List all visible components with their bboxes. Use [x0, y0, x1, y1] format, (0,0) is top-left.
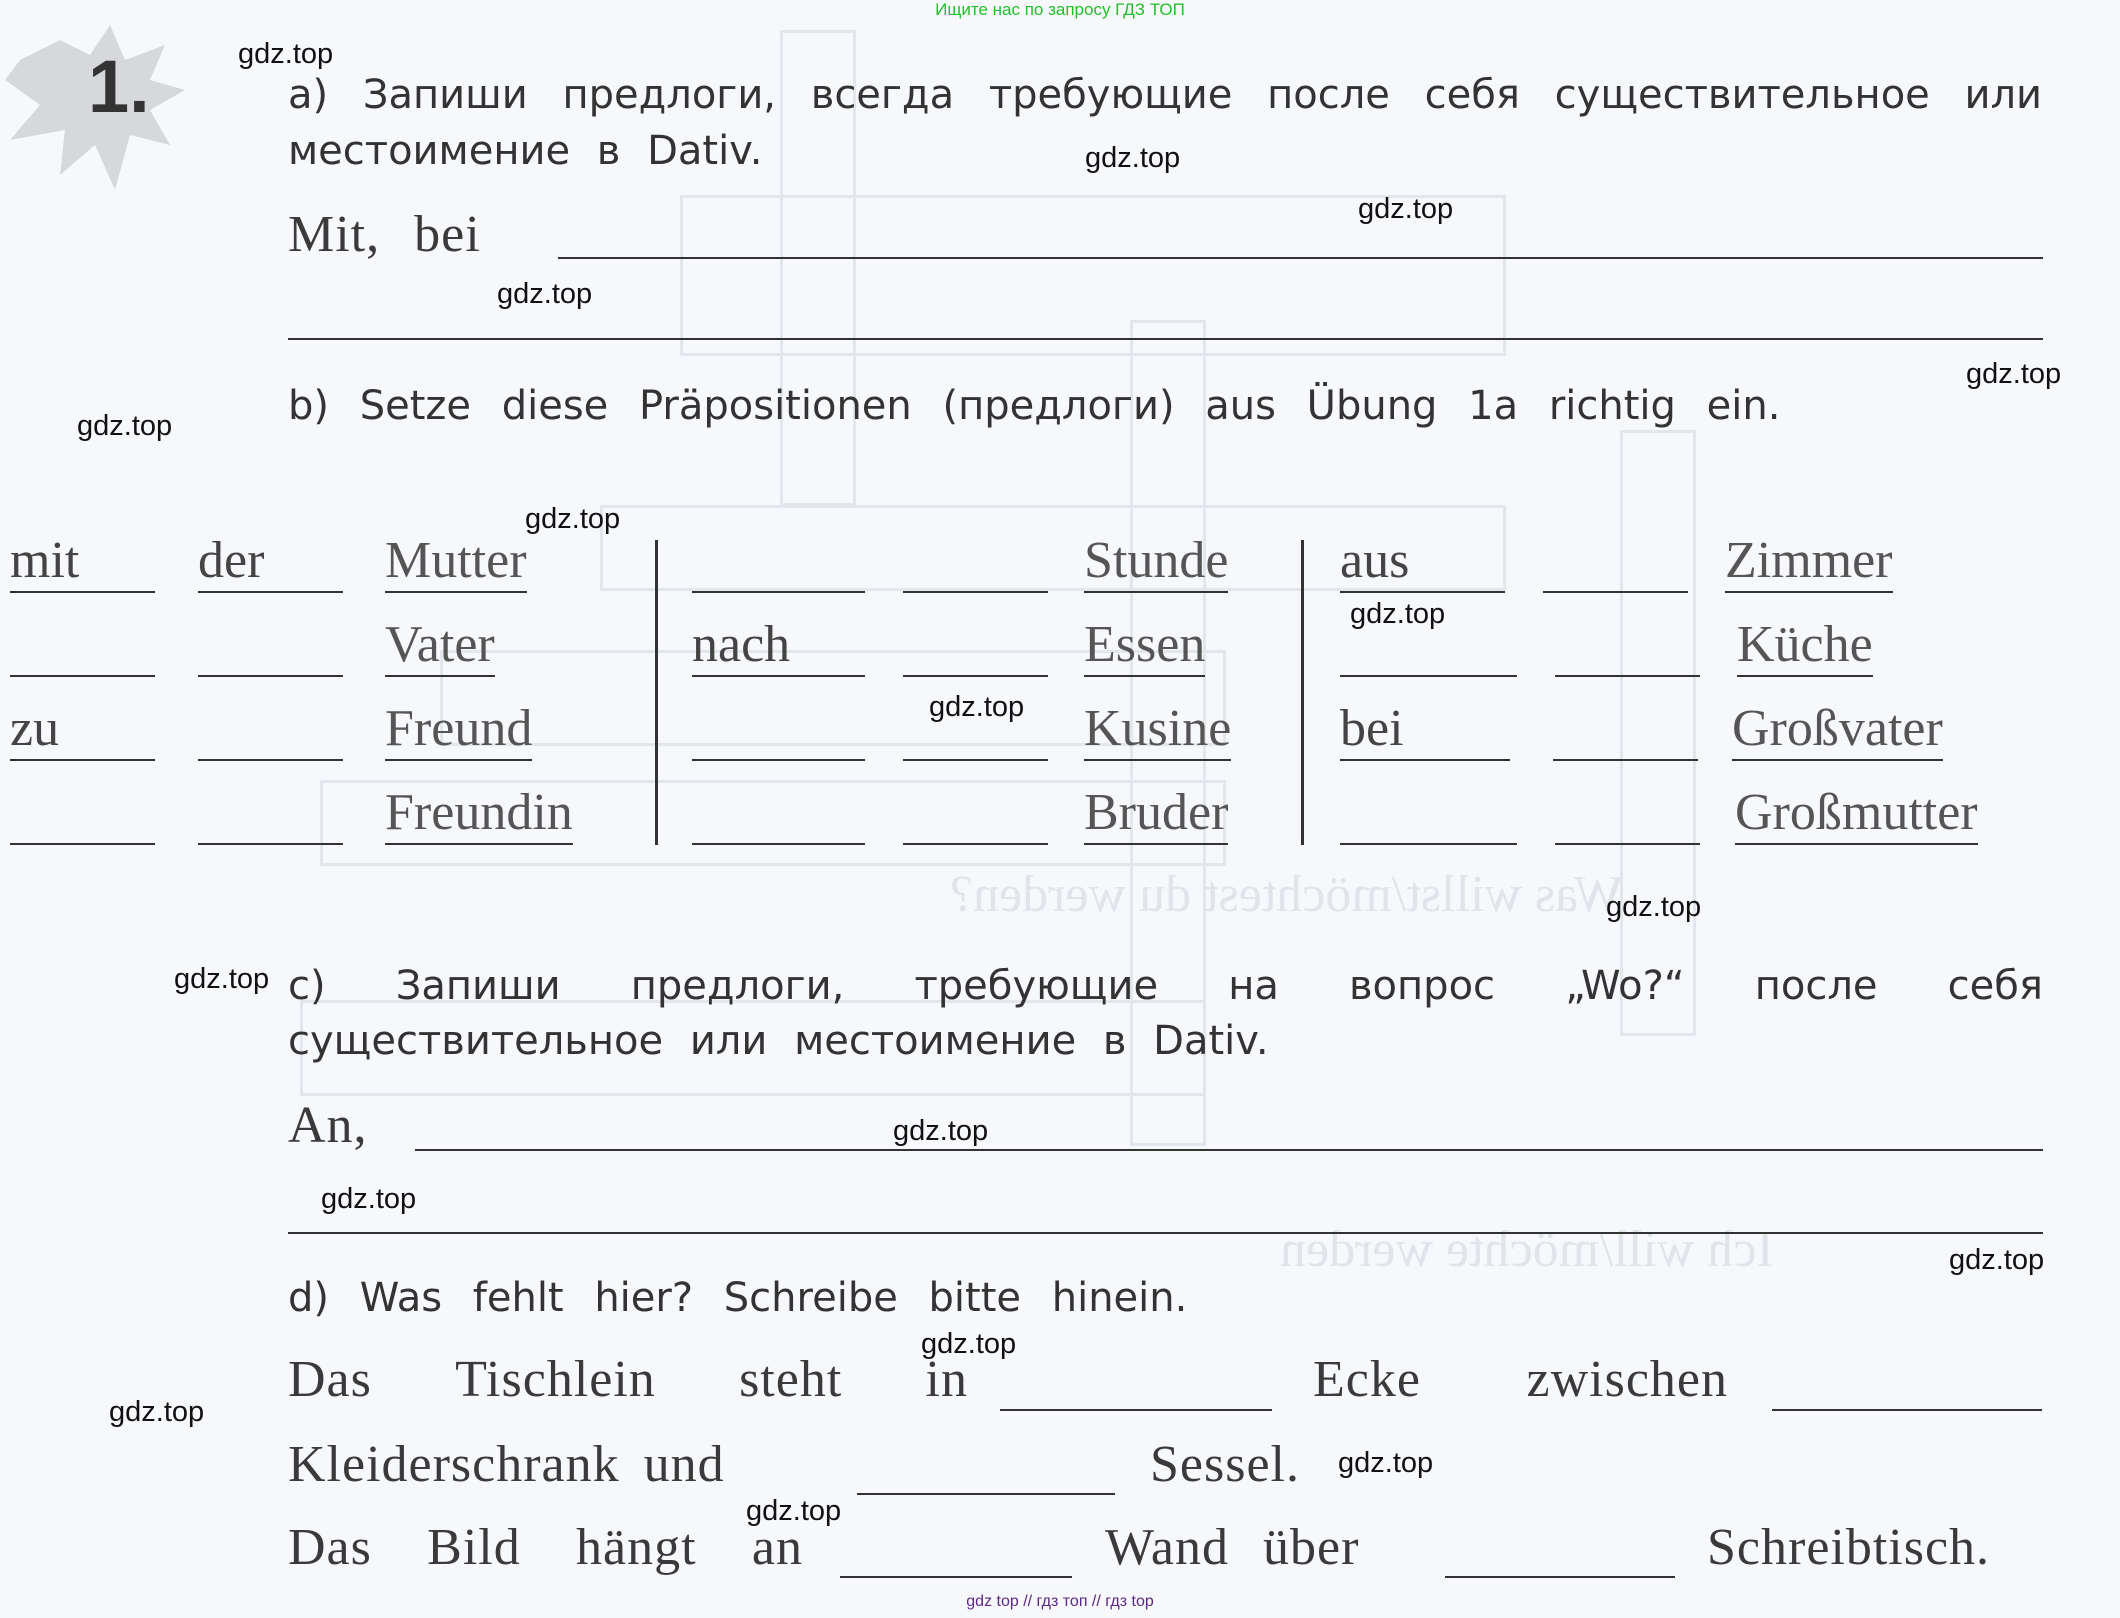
col2-prep-2[interactable]: nach — [692, 615, 865, 677]
col2-article-1[interactable] — [903, 531, 1048, 593]
part-d-line3 — [288, 1518, 803, 1577]
col2-noun-2: Essen — [1084, 615, 1205, 677]
watermark: gdz.top — [1949, 1244, 2045, 1276]
col1-noun-2: Vater — [385, 615, 495, 677]
watermark: gdz.top — [77, 410, 173, 442]
col2-prep-4[interactable] — [692, 783, 865, 845]
col3-prep-1[interactable]: aus — [1340, 531, 1505, 593]
col3-noun-4: Großmutter — [1735, 783, 1978, 845]
part-d-word: steht — [739, 1351, 843, 1408]
part-c-start: An, — [288, 1097, 368, 1154]
watermark: gdz.top — [321, 1183, 417, 1215]
col3-article-3[interactable] — [1553, 699, 1698, 761]
col3-noun-3: Großvater — [1732, 699, 1943, 761]
exercise-number: 1. — [88, 45, 150, 128]
part-d-blank-3[interactable] — [857, 1493, 1115, 1495]
part-b-instruction: b) Setze diese Präpositionen (предлоги) aus Übung 1a richtig ein. — [288, 383, 1781, 429]
part-a-answer-line-2[interactable] — [288, 338, 2043, 340]
part-c-word: требующие — [914, 963, 1159, 1009]
watermark: gdz.top — [1606, 891, 1702, 923]
part-d-word: in — [925, 1351, 968, 1408]
part-c-word: себя — [1947, 963, 2043, 1009]
part-a-instruction-line2: местоимение в Dativ. — [288, 128, 763, 174]
part-d-line2-b: Sessel. — [1150, 1436, 1300, 1493]
part-d-line1-mid — [1313, 1350, 1728, 1409]
col2-noun-1: Stunde — [1084, 531, 1228, 593]
col2-prep-3[interactable] — [692, 699, 865, 761]
part-d-line2-a: Kleiderschrank und — [288, 1436, 725, 1493]
part-c-instruction-line1 — [288, 963, 2043, 1009]
col3-noun-1: Zimmer — [1725, 531, 1893, 593]
part-c-word: Запиши — [395, 963, 561, 1009]
col1-prep-1[interactable]: mit — [10, 531, 155, 593]
watermark: gdz.top — [893, 1115, 989, 1147]
watermark: gdz.top — [497, 278, 593, 310]
part-d-blank-1[interactable] — [1000, 1409, 1272, 1411]
column-divider-1 — [655, 540, 658, 845]
part-d-blank-2[interactable] — [1772, 1409, 2042, 1411]
part-d-line1 — [288, 1350, 968, 1409]
part-d-word: an — [751, 1519, 803, 1576]
part-c-word: с) — [288, 963, 326, 1009]
col2-article-2[interactable] — [903, 615, 1048, 677]
watermark: gdz.top — [921, 1328, 1017, 1360]
watermark: gdz.top — [1085, 142, 1181, 174]
col1-prep-2[interactable] — [10, 615, 155, 677]
col3-article-2[interactable] — [1555, 615, 1700, 677]
part-c-instruction-line2: существительное или местоимение в Dativ. — [288, 1018, 1269, 1064]
part-c-word: предлоги, — [630, 963, 845, 1009]
col2-noun-3: Kusine — [1084, 699, 1231, 761]
top-banner[interactable]: Ищите нас по запросу ГДЗ ТОП — [935, 0, 1185, 19]
watermark: gdz.top — [1350, 598, 1446, 630]
col3-prep-4[interactable] — [1340, 783, 1517, 845]
part-c-answer-line-1[interactable] — [415, 1149, 2043, 1151]
col3-article-4[interactable] — [1555, 783, 1700, 845]
col1-article-1[interactable]: der — [198, 531, 343, 593]
col1-noun-1: Mutter — [385, 531, 527, 593]
watermark: gdz.top — [746, 1495, 842, 1527]
col1-prep-4[interactable] — [10, 783, 155, 845]
col1-article-3[interactable] — [198, 699, 343, 761]
col1-noun-3: Freund — [385, 699, 532, 761]
watermark: gdz.top — [238, 38, 334, 70]
col3-prep-3[interactable]: bei — [1340, 699, 1510, 761]
part-a-answer-line-1[interactable] — [558, 257, 2043, 259]
part-a-start: Mit, bei — [288, 206, 481, 263]
col2-prep-1[interactable] — [692, 531, 865, 593]
part-d-word: Ecke — [1313, 1351, 1421, 1408]
col1-article-4[interactable] — [198, 783, 343, 845]
part-d-line3-mid: Wand über — [1105, 1519, 1360, 1576]
part-c-word: после — [1754, 963, 1878, 1009]
col3-article-1[interactable] — [1543, 531, 1688, 593]
watermark: gdz.top — [174, 963, 270, 995]
col1-article-2[interactable] — [198, 615, 343, 677]
part-c-answer-line-2[interactable] — [288, 1232, 2043, 1234]
part-c-word: „Wo?“ — [1565, 963, 1685, 1009]
watermark: gdz.top — [109, 1396, 205, 1428]
part-d-word: Das — [288, 1519, 372, 1576]
part-d-instruction: d) Was fehlt hier? Schreibe bitte hinein. — [288, 1275, 1188, 1321]
col2-noun-4: Bruder — [1084, 783, 1228, 845]
col1-noun-4: Freundin — [385, 783, 573, 845]
bottom-banner[interactable]: gdz top // гдз топ // гдз top — [966, 1593, 1154, 1610]
column-divider-2 — [1301, 540, 1304, 845]
part-a-instruction-line1: а) Запиши предлоги, всегда требующие после себя существительное или — [288, 72, 2043, 118]
part-c-word: на — [1228, 963, 1279, 1009]
watermark: gdz.top — [1338, 1447, 1434, 1479]
part-d-word: hängt — [576, 1519, 697, 1576]
part-d-word: Das — [288, 1351, 372, 1408]
part-d-blank-4[interactable] — [840, 1576, 1072, 1578]
col2-article-4[interactable] — [903, 783, 1048, 845]
part-d-word: Tischlein — [455, 1351, 656, 1408]
part-c-word: вопрос — [1348, 963, 1496, 1009]
col1-prep-3[interactable]: zu — [10, 699, 155, 761]
part-d-word: Bild — [427, 1519, 521, 1576]
watermark: gdz.top — [929, 691, 1025, 723]
watermark: gdz.top — [1358, 193, 1454, 225]
col3-noun-2: Küche — [1737, 615, 1873, 677]
part-d-word: zwischen — [1526, 1351, 1728, 1408]
ghost-phrase-1: Was willst/möchtest du werden? — [950, 866, 1624, 923]
ghost-phrase-2: Ich will/möchte werden — [1280, 1221, 1774, 1278]
part-d-line3-end: Schreibtisch. — [1707, 1519, 1991, 1576]
part-d-blank-5[interactable] — [1445, 1576, 1675, 1578]
watermark: gdz.top — [1966, 358, 2062, 390]
watermark: gdz.top — [525, 503, 621, 535]
